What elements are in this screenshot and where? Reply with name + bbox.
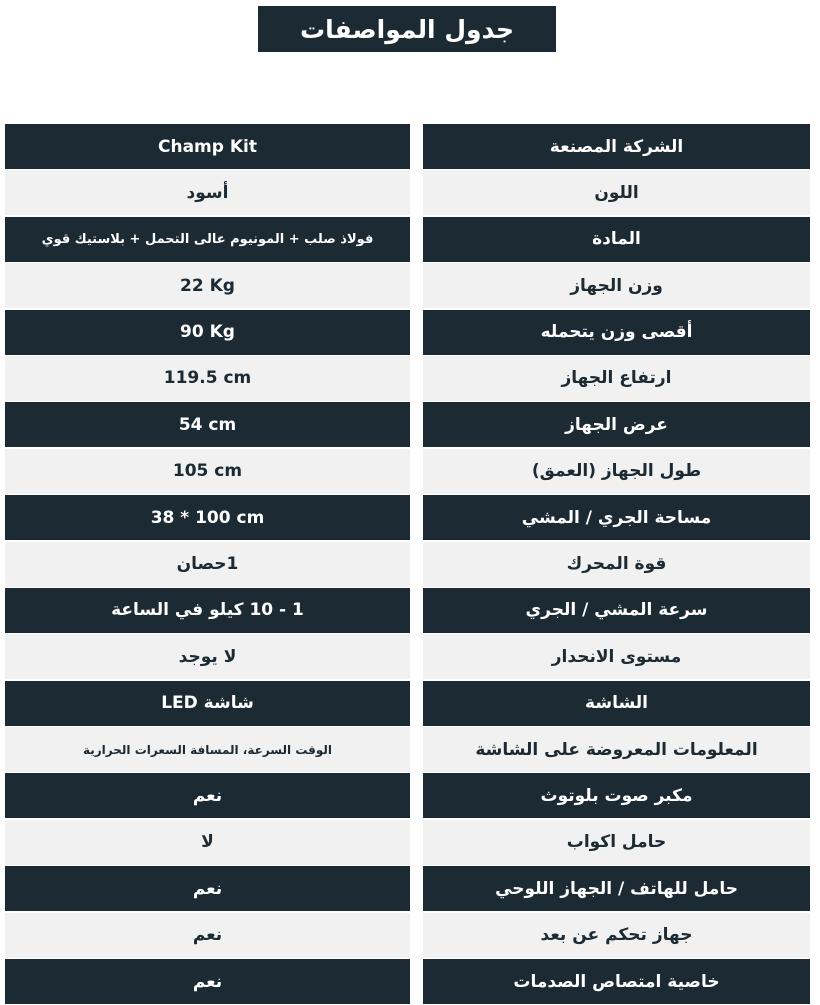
row-label: ارتفاع الجهاز: [423, 356, 810, 401]
table-row: [5, 124, 810, 170]
table-row: [5, 356, 810, 402]
row-label: مستوى الانحدار: [423, 634, 810, 679]
row-value: 22 Kg: [5, 263, 410, 308]
table-row: [5, 402, 810, 448]
table-row: [5, 588, 810, 634]
row-label: أقصى وزن يتحمله: [423, 310, 810, 355]
row-value: 1حصان: [5, 542, 410, 587]
row-value: لا: [5, 820, 410, 865]
table-row: [5, 681, 810, 727]
row-label: قوة المحرك: [423, 542, 810, 587]
row-value: نعم: [5, 913, 410, 958]
table-row: [5, 727, 810, 773]
table-row: [5, 217, 810, 263]
table-row: [5, 913, 810, 959]
row-value: شاشة LED: [5, 681, 410, 726]
row-value: نعم: [5, 773, 410, 818]
row-value: Champ Kit: [5, 124, 410, 169]
row-label: الشاشة: [423, 681, 810, 726]
spec-table: [5, 124, 810, 1005]
row-label: المعلومات المعروضة على الشاشة: [423, 727, 810, 772]
row-value: فولاذ صلب + المونيوم عالى التحمل + بلاستيك قوي: [5, 217, 410, 262]
table-row: [5, 634, 810, 680]
row-value: 90 Kg: [5, 310, 410, 355]
row-value: 105 cm: [5, 449, 410, 494]
row-label: وزن الجهاز: [423, 263, 810, 308]
row-label: حامل للهاتف / الجهاز اللوحي: [423, 866, 810, 911]
row-value: 54 cm: [5, 402, 410, 447]
row-label: سرعة المشي / الجري: [423, 588, 810, 633]
row-label: المادة: [423, 217, 810, 262]
row-label: الشركة المصنعة: [423, 124, 810, 169]
row-value: نعم: [5, 866, 410, 911]
row-label: خاصية امتصاص الصدمات: [423, 959, 810, 1004]
table-row: [5, 495, 810, 541]
row-value: نعم: [5, 959, 410, 1004]
row-label: مكبر صوت بلوتوث: [423, 773, 810, 818]
row-label: طول الجهاز (العمق): [423, 449, 810, 494]
row-label: اللون: [423, 170, 810, 215]
row-value: أسود: [5, 170, 410, 215]
page-title: جدول المواصفات: [258, 6, 556, 52]
row-value: 1 - 10 كيلو في الساعة: [5, 588, 410, 633]
row-label: حامل اكواب: [423, 820, 810, 865]
row-value: 119.5 cm: [5, 356, 410, 401]
row-label: مساحة الجري / المشي: [423, 495, 810, 540]
table-row: [5, 542, 810, 588]
table-row: [5, 263, 810, 309]
row-label: جهاز تحكم عن بعد: [423, 913, 810, 958]
table-row: [5, 170, 810, 216]
table-row: [5, 959, 810, 1005]
table-row: [5, 820, 810, 866]
row-value: لا يوجد: [5, 634, 410, 679]
row-value: الوقت السرعة، المسافة السعرات الحرارية: [5, 727, 410, 772]
table-row: [5, 773, 810, 819]
table-row: [5, 866, 810, 912]
row-label: عرض الجهاز: [423, 402, 810, 447]
table-row: [5, 449, 810, 495]
row-value: 38 * 100 cm: [5, 495, 410, 540]
table-row: [5, 310, 810, 356]
